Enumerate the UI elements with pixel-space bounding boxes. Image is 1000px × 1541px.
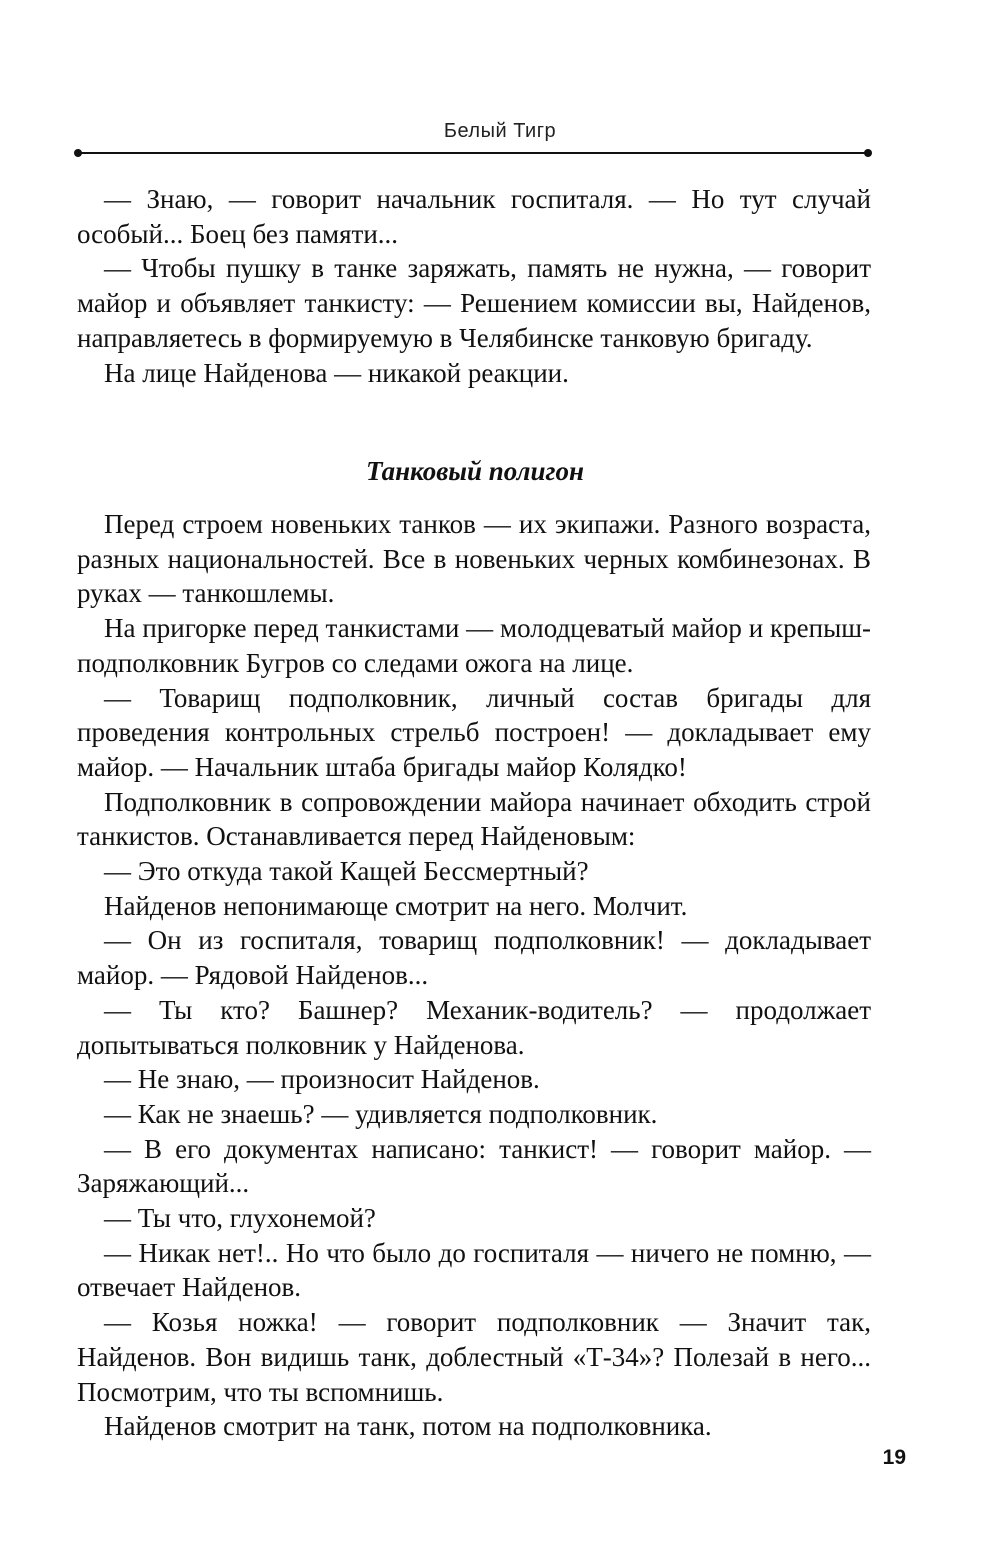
paragraph: Подполковник в сопровождении майора начинает обходить строй танкистов. Останавливается перед Найденовым: bbox=[77, 786, 871, 852]
page-number: 19 bbox=[882, 1446, 906, 1469]
text-block-top bbox=[77, 182, 871, 390]
paragraph: — Он из госпиталя, товарищ подполковник! — докладывает майор. — Рядовой Найденов... bbox=[77, 925, 871, 991]
paragraph: На пригорке перед танкистами — молодцеватый майор и крепыш-подполковник Бугров со следами ожога на лице. bbox=[77, 613, 871, 678]
header-rule-dot-left bbox=[74, 149, 82, 157]
paragraph: На лице Найденова — никакой реакции. bbox=[104, 357, 569, 388]
paragraph: — Ты что, глухонемой? bbox=[104, 1203, 376, 1234]
paragraph: Перед строем новеньких танков — их экипажи. Разного возраста, разных национальностей. Все в новеньких черных комбинезонах. В руках — танкошлемы. bbox=[77, 509, 871, 609]
running-head: Белый Тигр bbox=[443, 120, 557, 142]
paragraph: — Ты кто? Башнер? Механик-водитель? — продолжает допытываться полковник у Найденова. bbox=[77, 994, 871, 1060]
paragraph: — Чтобы пушку в танке заряжать, память не нужна, — говорит майор и объявляет танкисту: — Решением комиссии вы, Найденов, направляетесь в формируемую в Челябинске танковую бригаду. bbox=[77, 253, 871, 353]
paragraph: — Никак нет!.. Но что было до госпиталя — ничего не помню, — отвечает Найденов. bbox=[77, 1237, 871, 1303]
paragraph: — Козья ножка! — говорит подполковник — Значит так, Найденов. Вон видишь танк, доблестный «Т-34»? Полезай в него... Посмотрим, что ты вспомнишь. bbox=[77, 1307, 871, 1407]
paragraph: — Как не знаешь? — удивляется подполковник. bbox=[104, 1098, 658, 1129]
paragraph: — Это откуда такой Кащей Бессмертный? bbox=[104, 856, 589, 887]
paragraph: — В его документах написано: танкист! — говорит майор. — Заряжающий... bbox=[77, 1133, 871, 1199]
paragraph: Найденов непонимающе смотрит на него. Молчит. bbox=[104, 890, 688, 921]
paragraph: — Не знаю, — произносит Найденов. bbox=[104, 1064, 540, 1095]
section-title: Танковый полигон bbox=[366, 456, 584, 486]
header-rule-dot-right bbox=[864, 149, 872, 157]
paragraph: — Знаю, — говорит начальник госпиталя. — Но тут случай особый... Боец без памяти... bbox=[77, 184, 871, 249]
paragraph: — Товарищ подполковник, личный состав бригады для проведения контрольных стрельб построен! — докладывает ему майор. — Начальник штаба бригады майор Колядко! bbox=[77, 682, 871, 782]
text-block-main bbox=[77, 507, 871, 1444]
header-rule bbox=[78, 152, 868, 154]
paragraph: Найденов смотрит на танк, потом на подполковника. bbox=[104, 1411, 712, 1442]
